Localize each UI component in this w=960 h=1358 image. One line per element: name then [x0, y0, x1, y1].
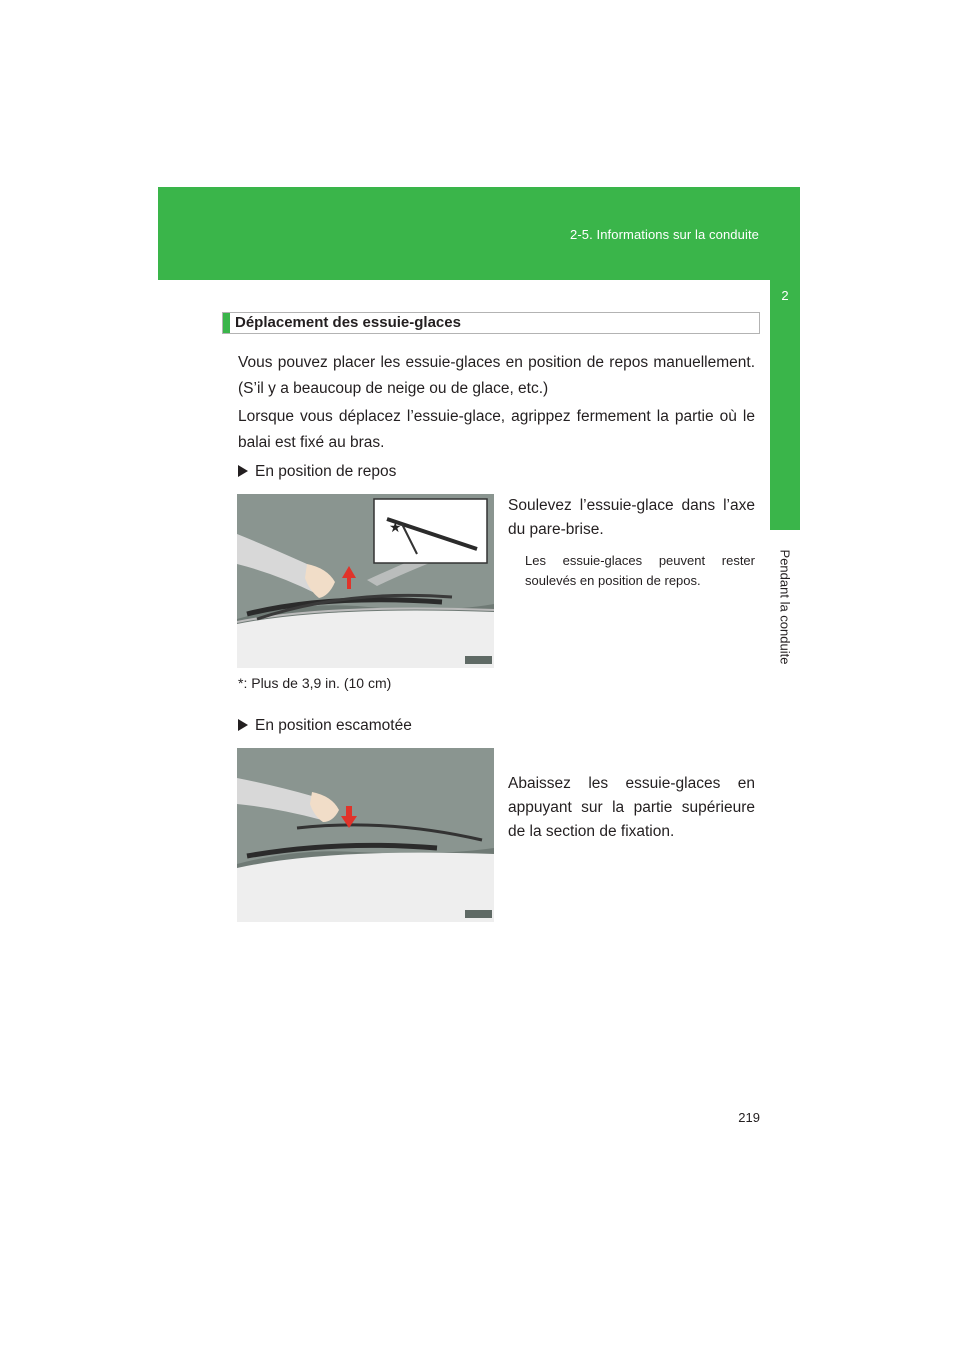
paragraph-2: Lorsque vous déplacez l’essuie-glace, agrippez fermement la partie où le balai est fixé au bras.	[238, 408, 755, 451]
header-band	[158, 187, 800, 280]
bullet-retracted-position-text: En position escamotée	[255, 717, 412, 734]
caption-rest-position: Soulevez l’essuie-glace dans l’axe du pare-brise.	[508, 497, 755, 538]
bullet-rest-position-text: En position de repos	[255, 463, 397, 480]
footnote: *: Plus de 3,9 in. (10 cm)	[238, 675, 392, 691]
triangle-bullet-icon	[238, 719, 248, 731]
chapter-label-text: Pendant la conduite	[777, 549, 793, 665]
section-heading-accent	[223, 313, 230, 333]
caption-retracted-position: Abaissez les essuie-glaces en appuyant sur la partie supérieure de la section de fixation.	[508, 775, 755, 840]
wiper-raise-drawing	[237, 494, 494, 668]
section-heading-text: Déplacement des essuie-glaces	[235, 314, 461, 331]
wiper-lower-drawing	[237, 748, 494, 922]
chapter-tab	[770, 280, 800, 530]
page-number: 219	[738, 1110, 760, 1125]
header-title: 2-5. Informations sur la conduite	[569, 227, 759, 242]
section-heading	[222, 312, 760, 334]
note-rest-position: Les essuie-glaces peuvent rester soulevés en position de repos.	[525, 553, 755, 588]
chapter-label	[770, 542, 800, 672]
wiper-lower-illustration	[237, 748, 494, 922]
bullet-rest-position	[238, 463, 396, 481]
bullet-retracted-position	[238, 717, 412, 735]
paragraph-1: Vous pouvez placer les essuie-glaces en position de repos manuellement. (S’il y a beaucoup de neige ou de glace, etc.)	[238, 354, 755, 397]
wiper-raise-illustration	[237, 494, 494, 668]
triangle-bullet-icon	[238, 465, 248, 477]
chapter-number: 2	[781, 288, 789, 303]
svg-text:★: ★	[389, 520, 402, 536]
